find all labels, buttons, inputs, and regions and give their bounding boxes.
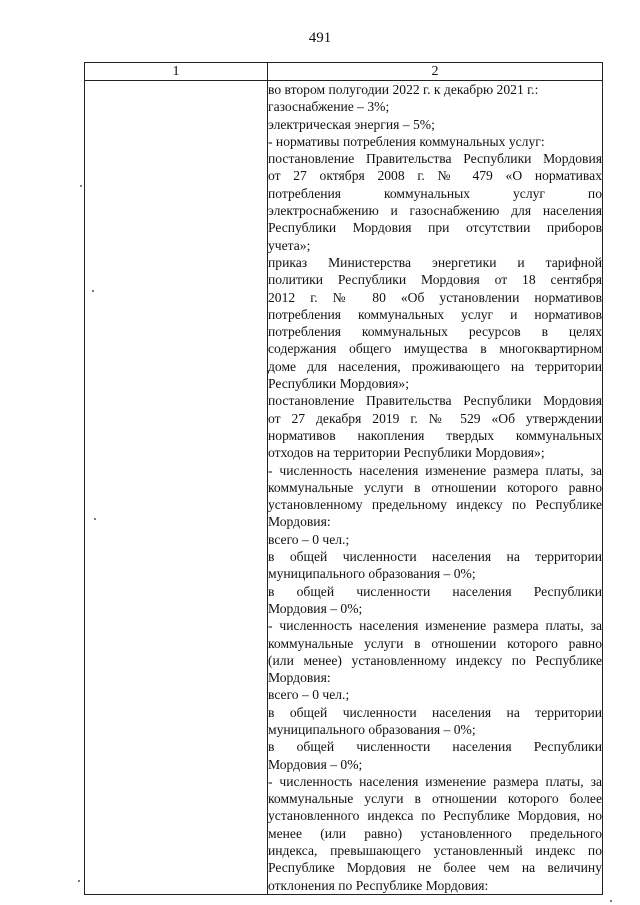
text-line: Республике Мордовия не более чем на величину xyxy=(268,860,602,876)
column-2-header: 2 xyxy=(268,63,603,81)
column-number-row xyxy=(85,63,603,81)
text-line: постановление Правительства Республики Мордовия xyxy=(268,393,602,409)
text-line: установленному предельному индексу по Республике xyxy=(268,497,602,513)
text-line: - нормативы потребления коммунальных услуг: xyxy=(268,133,545,149)
text-line: потребления коммунальных услуг по xyxy=(268,185,602,201)
column-1-header: 1 xyxy=(85,63,268,81)
text-line: Мордовия: xyxy=(268,514,331,530)
text-line: коммунальные услуги в отношении которого равно xyxy=(268,479,602,495)
text-line: менее (или равно) установленного предельного xyxy=(268,825,602,841)
text-line: во втором полугодии 2022 г. к декабрю 2021 г.: xyxy=(268,82,539,97)
column-1-cell xyxy=(85,81,268,895)
text-line: в общей численности населения Республики xyxy=(268,739,602,755)
text-line: постановление Правительства Республики Мордовия xyxy=(268,151,602,167)
text-line: Республики Мордовия при отсутствии приборов xyxy=(268,220,602,236)
page-number: 491 xyxy=(308,30,332,46)
text-line: в общей численности населения на территории xyxy=(268,549,602,565)
text-line: потребления коммунальных услуг и нормативов xyxy=(268,306,602,322)
text-line: муниципального образования – 0%; xyxy=(268,566,476,582)
table-row xyxy=(85,81,603,895)
text-line: 2012 г. № 80 «Об установлении нормативов xyxy=(268,289,602,305)
text-line: коммунальные услуги в отношении которого равно xyxy=(268,635,602,651)
text-line: потребления коммунальных ресурсов в целях xyxy=(268,324,602,340)
text-line: всего – 0 чел.; xyxy=(268,531,350,547)
text-line: политики Республики Мордовия от 18 сентября xyxy=(268,272,602,288)
text-line: нормативов накопления твердых коммунальных xyxy=(268,427,602,443)
text-line: индекса, превышающего установленный индекс по xyxy=(268,843,602,859)
text-line: Мордовия – 0%; xyxy=(268,756,363,772)
text-line: Мордовия: xyxy=(268,670,331,686)
document-table xyxy=(84,62,603,895)
text-line: - численность населения изменение размера платы, за xyxy=(268,462,602,478)
text-line: Республики Мордовия»; xyxy=(268,376,409,392)
text-line: Мордовия – 0%; xyxy=(268,600,363,616)
text-line: муниципального образования – 0%; xyxy=(268,721,476,737)
text-line: учета»; xyxy=(268,237,311,253)
text-line: - численность населения изменение размера платы, за xyxy=(268,773,602,789)
text-line: газоснабжение – 3%; xyxy=(268,99,390,115)
text-line: в общей численности населения Республики xyxy=(268,583,602,599)
text-line: содержания общего имущества в многоквартирном xyxy=(268,341,602,357)
text-line: (или менее) установленному индексу по Республике xyxy=(268,652,602,668)
text-line: всего – 0 чел.; xyxy=(268,687,350,703)
text-line: от 27 октября 2008 г. № 479 «О нормативах xyxy=(268,168,602,184)
text-line: установленного индекса по Республике Мордовия, но xyxy=(268,808,602,824)
text-line: от 27 декабря 2019 г. № 529 «Об утверждении xyxy=(268,410,602,426)
text-line: отходов на территории Республики Мордовия»; xyxy=(268,445,545,461)
text-line: электрическая энергия – 5%; xyxy=(268,116,435,132)
text-line: доме для населения, проживающего на территории xyxy=(268,358,602,374)
cell-text xyxy=(268,81,602,894)
column-2-cell xyxy=(268,81,603,895)
text-line: коммунальные услуги в отношении которого более xyxy=(268,791,602,807)
text-line: электроснабжению и газоснабжению для населения xyxy=(268,203,602,219)
text-line: отклонения по Республике Мордовия: xyxy=(268,877,489,893)
text-line: в общей численности населения на территории xyxy=(268,704,602,720)
text-line: приказ Министерства энергетики и тарифной xyxy=(268,254,602,270)
text-line: - численность населения изменение размера платы, за xyxy=(268,618,602,634)
